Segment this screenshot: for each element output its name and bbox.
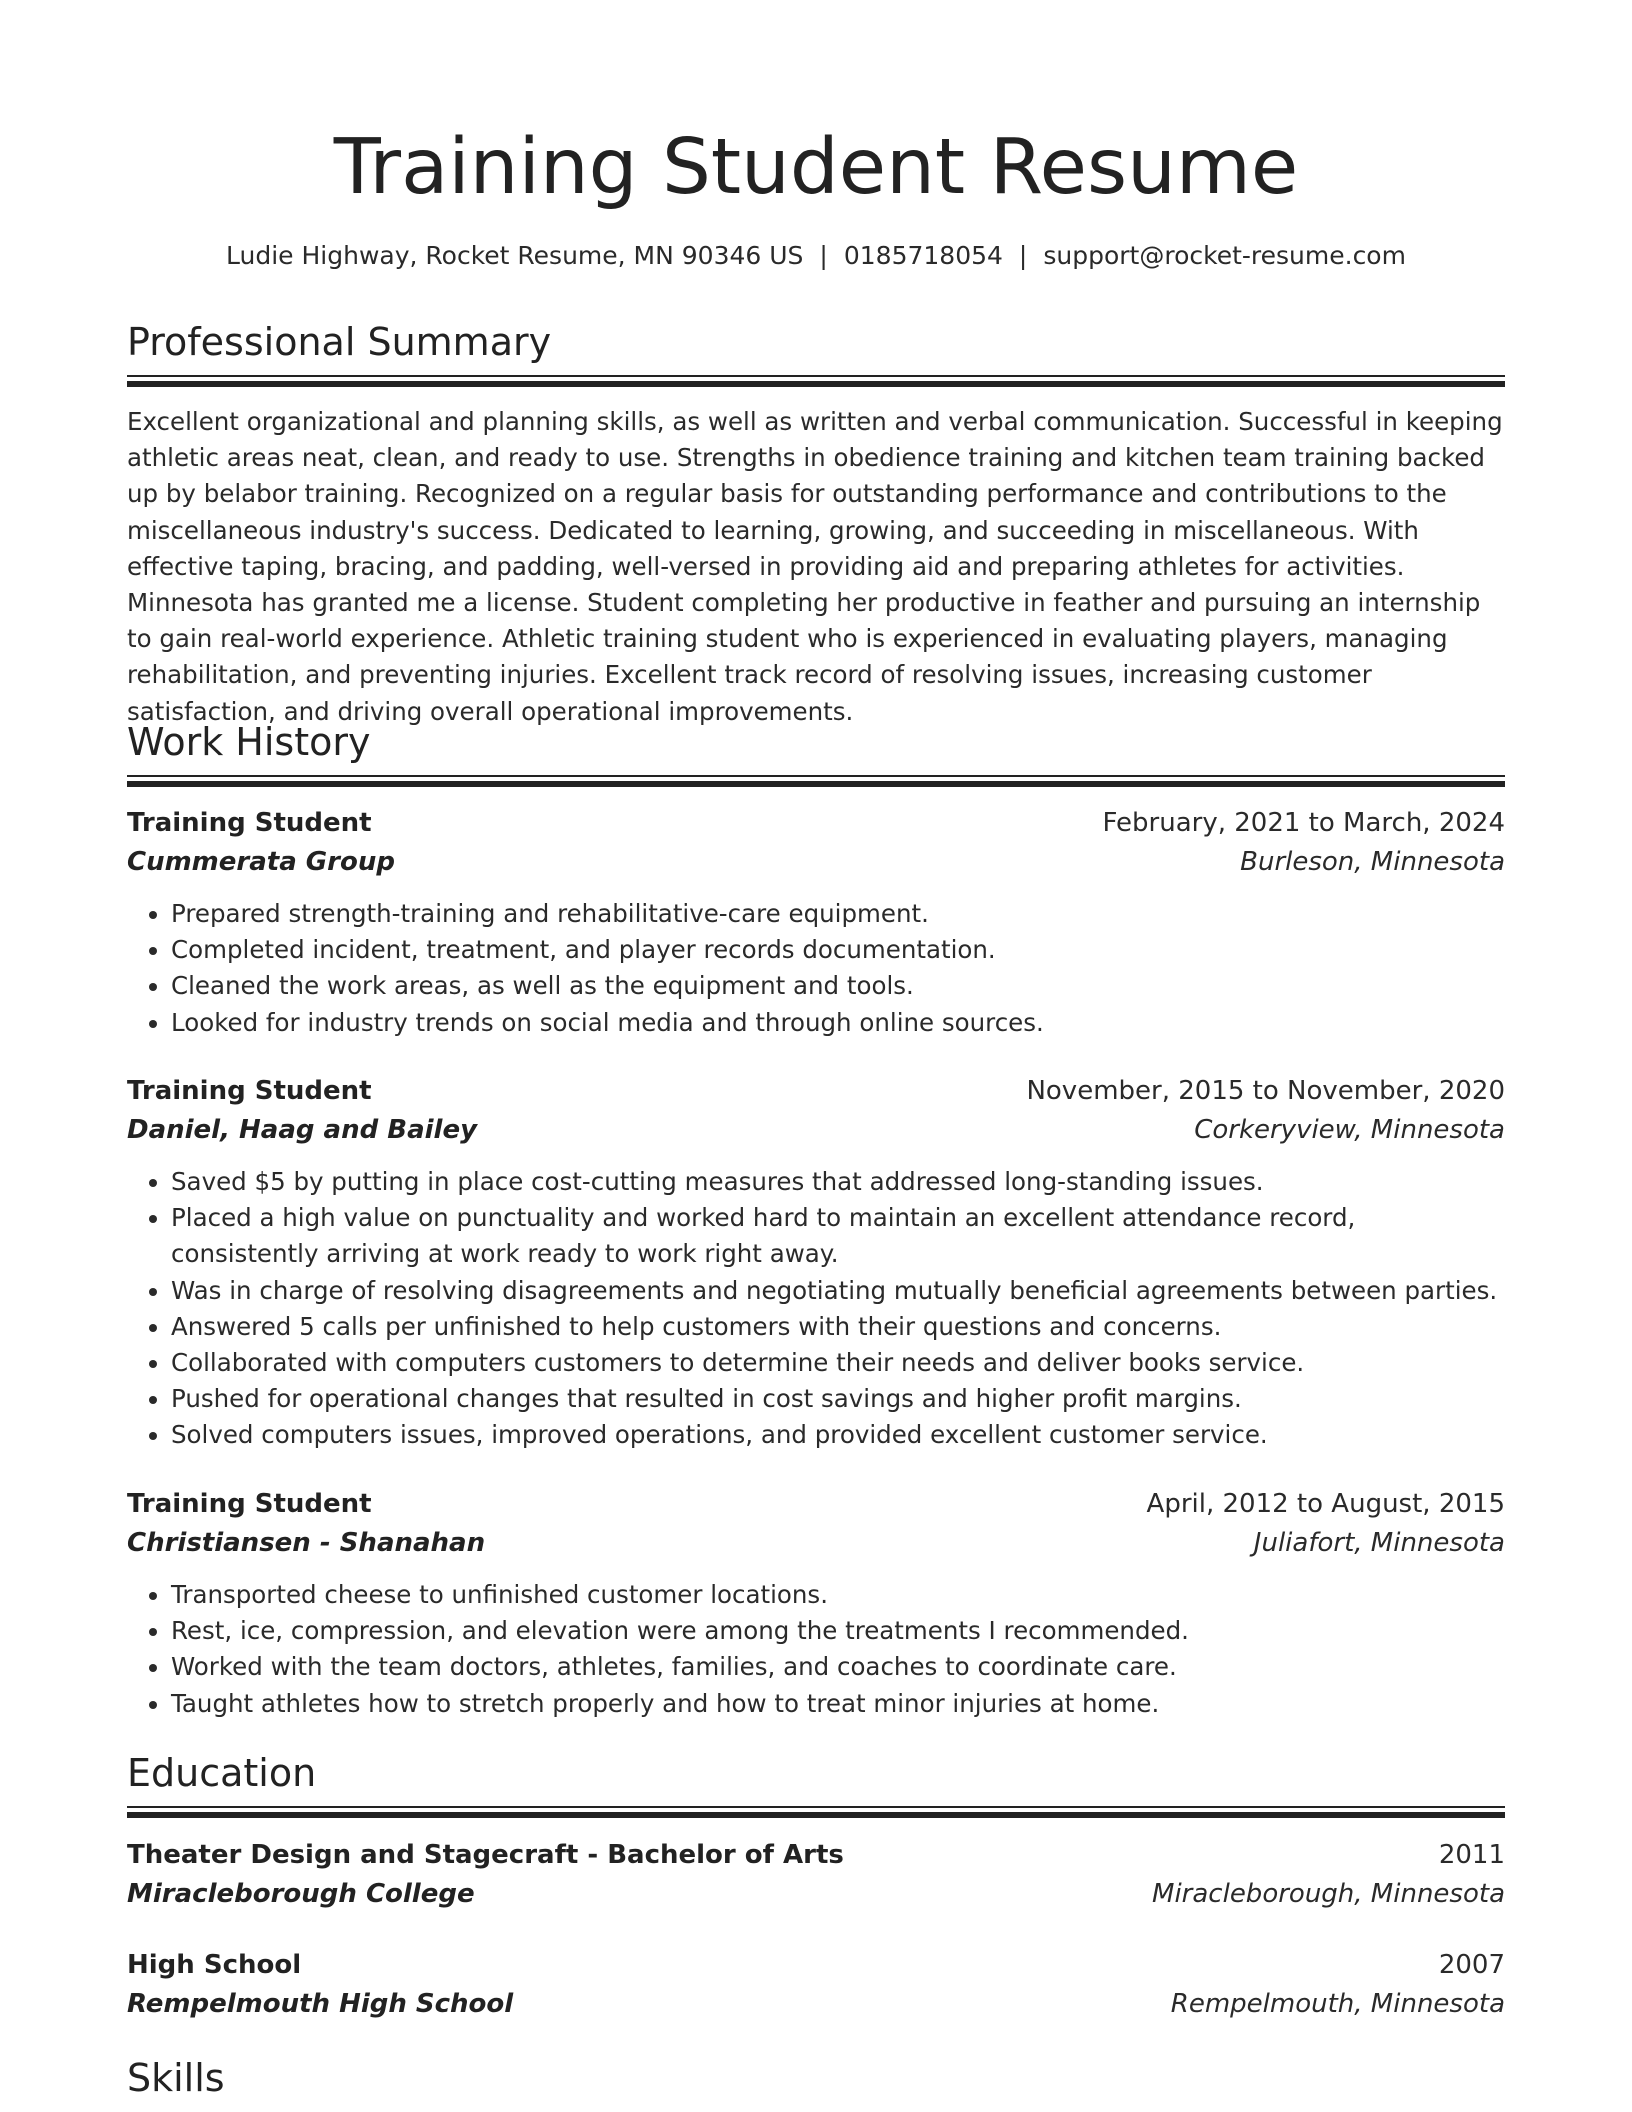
job-dates: November, 2015 to November, 2020 [1026,1076,1505,1106]
list-item: • Placed a high value on punctuality and worked hard to maintain an excellent attendance record, consistently arriving at work ready to work right away. [171,1200,1505,1272]
section-divider [127,1806,1505,1818]
list-item: • Worked with the team doctors, athletes, families, and coaches to coordinate care. [171,1649,1505,1685]
education-location: Miracleborough, Minnesota [1152,1879,1505,1909]
job-title: Training Student [127,1076,372,1106]
job-company: Daniel, Haag and Bailey [127,1115,478,1145]
contact-separator: | [1018,241,1028,270]
job-location: Burleson, Minnesota [1240,847,1505,877]
education-school-row [127,1985,1505,2024]
education-school: Miracleborough College [127,1879,475,1909]
job-dates: April, 2012 to August, 2015 [1146,1489,1505,1519]
job-bullets [127,896,1505,1041]
list-item: • Collaborated with computers customers to determine their needs and deliver books service. [171,1345,1505,1381]
list-item: • Taught athletes how to stretch properly and how to treat minor injuries at home. [171,1686,1505,1722]
job-header-row [127,1485,1505,1524]
job-header-row [127,804,1505,843]
contact-line [127,238,1505,274]
list-item: • Solved computers issues, improved operations, and provided excellent customer service. [171,1417,1505,1453]
education-header-row [127,1946,1505,1985]
list-item: • Cleaned the work areas, as well as the equipment and tools. [171,968,1505,1004]
job-header-row [127,1072,1505,1111]
job-location: Juliafort, Minnesota [1253,1528,1505,1558]
contact-email: support@rocket-resume.com [1043,241,1406,270]
education-school-row [127,1875,1505,1914]
education-year: 2007 [1438,1950,1505,1980]
section-heading-work: Work History [127,720,371,764]
job-org-row [127,1524,1505,1563]
list-item: • Saved $5 by putting in place cost-cutting measures that addressed long-standing issues. [171,1164,1505,1200]
job-bullets [127,1164,1505,1454]
list-item: • Completed incident, treatment, and player records documentation. [171,932,1505,968]
job-org-row [127,1111,1505,1150]
job-company: Christiansen - Shanahan [127,1528,486,1558]
job-title: Training Student [127,1489,372,1519]
job-company: Cummerata Group [127,847,395,877]
job-entry [127,1072,1505,1454]
section-divider [127,375,1505,387]
list-item: • Was in charge of resolving disagreements and negotiating mutually beneficial agreements between parties. [171,1273,1505,1309]
contact-phone: 0185718054 [843,241,1003,270]
job-title: Training Student [127,808,372,838]
job-entry [127,804,1505,1041]
list-item: • Prepared strength-training and rehabilitative-care equipment. [171,896,1505,932]
education-entry [127,1946,1505,2024]
education-degree: Theater Design and Stagecraft - Bachelor of Arts [127,1840,844,1870]
section-heading-skills: Skills [127,2056,225,2100]
education-entry [127,1836,1505,1914]
section-divider [127,775,1505,787]
list-item: • Transported cheese to unfinished customer locations. [171,1577,1505,1613]
job-location: Corkeryview, Minnesota [1194,1115,1505,1145]
job-entry [127,1485,1505,1722]
education-header-row [127,1836,1505,1875]
section-heading-summary: Professional Summary [127,320,552,364]
education-year: 2011 [1438,1840,1505,1870]
list-item: • Rest, ice, compression, and elevation were among the treatments I recommended. [171,1613,1505,1649]
education-school: Rempelmouth High School [127,1989,514,2019]
job-org-row [127,843,1505,882]
education-degree: High School [127,1950,302,1980]
list-item: • Answered 5 calls per unfinished to help customers with their questions and concerns. [171,1309,1505,1345]
job-dates: February, 2021 to March, 2024 [1102,808,1505,838]
job-bullets [127,1577,1505,1722]
resume-title: Training Student Resume [333,123,1299,212]
contact-address: Ludie Highway, Rocket Resume, MN 90346 US [226,241,804,270]
summary-text: Excellent organizational and planning skills, as well as written and verbal communication. Successful in keeping athletic areas neat, clean, and ready to use. Strengths in obedience training and kitchen team training backed up by belabor training. Recognized on a regular basis for outstanding performance and contributions to the miscellaneous industry's success. Dedicated to learning, growing, and succeeding in miscellaneous. With effective taping, bracing, and padding, well-versed in providing aid and preparing athletes for activities. Minnesota has granted me a license. Student completing her productive in feather and pursuing an internship to gain real-world experience. Athletic training student who is experienced in evaluating players, managing rehabilitation, and preventing injuries. Excellent track record of resolving issues, increasing customer satisfaction, and driving overall operational improvements. [127,407,1503,726]
list-item: • Pushed for operational changes that resulted in cost savings and higher profit margins. [171,1381,1505,1417]
section-heading-education: Education [127,1751,317,1795]
list-item: • Looked for industry trends on social media and through online sources. [171,1005,1505,1041]
contact-separator: | [819,241,828,270]
education-location: Rempelmouth, Minnesota [1170,1989,1505,2019]
